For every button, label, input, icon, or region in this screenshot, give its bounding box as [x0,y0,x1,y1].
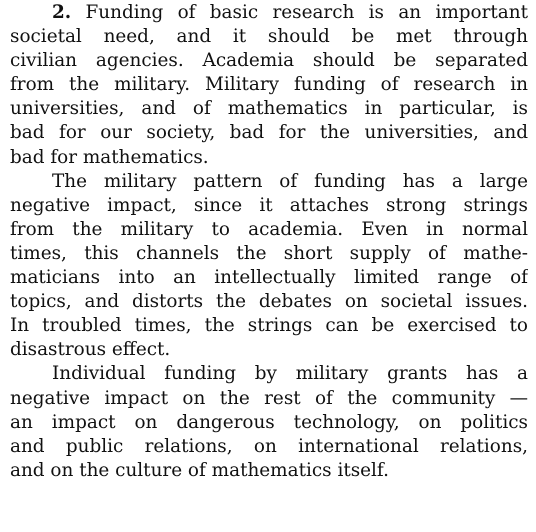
paragraph-funding-civilian [10,1,528,170]
text-line: from the military to academia. Even in normal [10,218,528,240]
text-line: and public relations, on international relations, [10,435,528,457]
text-line: times, this channels the short supply of mathe- [10,242,528,264]
text-line-content: Funding of basic research is an important [71,2,528,23]
text-line: The military pattern of funding has a large [52,170,528,192]
text-line: Individual funding by military grants has a [52,363,528,385]
text-line: societal need, and it should be met through [10,26,528,48]
text-line: from the military. Military funding of research in [10,74,528,96]
text-line: negative impact, since it attaches strong strings [10,194,528,216]
text-line: civilian agencies. Academia should be separated [10,50,528,72]
text-line: an impact on dangerous technology, on politics [10,411,528,433]
paragraph-individual-funding [10,362,528,482]
text-line: universities, and of mathematics in particular, is [10,98,528,120]
text-line: topics, and distorts the debates on societal issues. [10,291,528,313]
text-line: disastrous effect. [10,339,171,361]
text-line: In troubled times, the strings can be exercised to [10,315,528,337]
text-line: bad for our society, bad for the universities, and [10,122,528,144]
text-line: maticians into an intellectually limited range of [10,267,528,289]
text-line: negative impact on the rest of the community — [10,387,528,409]
text-line [10,1,528,25]
text-line: and on the culture of mathematics itself. [10,459,389,481]
text-line: bad for mathematics. [10,146,209,168]
paragraph-military-pattern [10,170,528,363]
section-number: 2. [52,2,72,23]
